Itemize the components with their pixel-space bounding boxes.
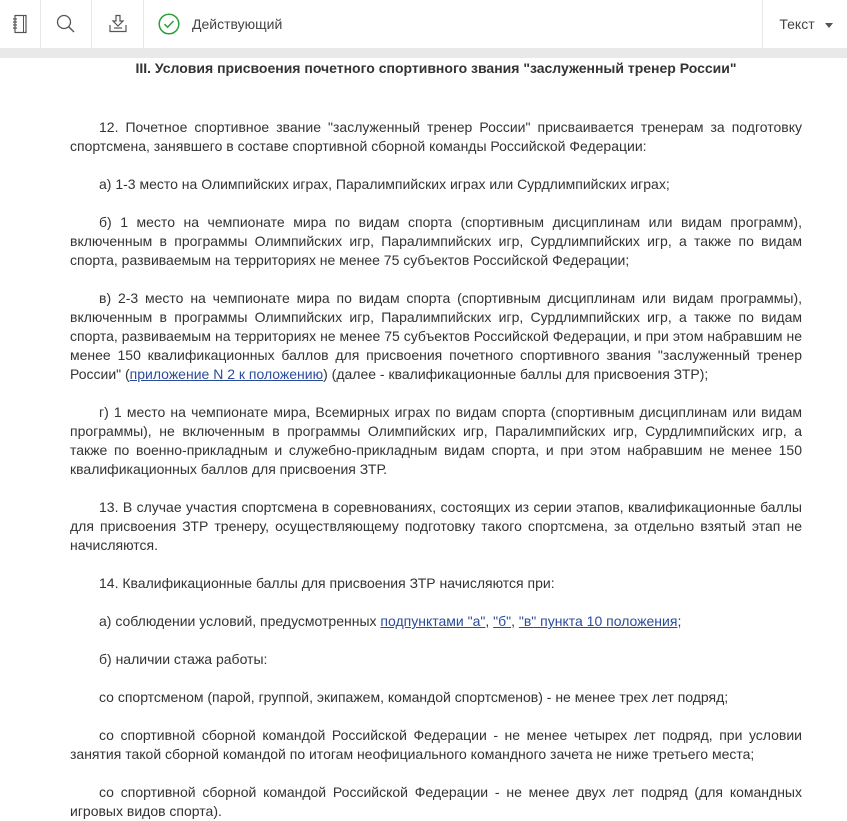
paragraph-14a-text: а) соблюдении условий, предусмотренных [99, 613, 381, 629]
separator: , [485, 613, 494, 629]
check-circle-icon [158, 13, 180, 35]
search-icon [56, 14, 76, 34]
separator: , [511, 613, 519, 629]
status-indicator [144, 0, 294, 48]
status-label: Действующий [192, 16, 283, 32]
subparagraph-b-link[interactable]: "б" [493, 613, 512, 629]
paragraph-12a: а) 1-3 место на Олимпийских играх, Паралимпийских играх или Сурдлимпийских играх; [99, 176, 670, 192]
section-title: III. Условия присвоения почетного спортивного звания "заслуженный тренер России" [135, 60, 737, 76]
toolbar-spacer [294, 0, 763, 48]
search-button[interactable] [41, 0, 92, 48]
paragraph-12g: г) 1 место на чемпионате мира, Всемирных играх по видам спорта (спортивным дисциплинам или видам программы), не включенным в программы Олимпийских игр, Паралимпийских игр, Сурдлимпийских игр, а также по военно-прикладным и служебно-прикладным видам спорта, и при этом набравшим не менее 150 квалификационных баллов для присвоения ЗТР. [70, 404, 802, 477]
appendix-2-link[interactable]: приложение N 2 к положению [129, 366, 324, 382]
paragraph-14b-1: со спортсменом (парой, группой, экипажем, командой спортсменов) - не менее трех лет подряд; [99, 689, 729, 705]
download-icon [108, 14, 128, 34]
view-mode-label: Текст [779, 16, 815, 32]
view-mode-dropdown[interactable] [763, 0, 847, 48]
document-body [70, 58, 802, 821]
notebook-icon [11, 14, 29, 34]
paragraph-14b-3: со спортивной сборной командой Российской Федерации - не менее двух лет подряд (для командных игровых видов спорта). [70, 784, 802, 819]
paragraph-14a [70, 612, 802, 631]
download-button[interactable] [92, 0, 144, 48]
paragraph-14a-end: ; [677, 613, 682, 629]
caret-down-icon [825, 23, 833, 28]
paragraph-12v-text-end: ) (далее - квалификационные баллы для присвоения ЗТР); [323, 366, 709, 382]
toolbar-divider-bar [0, 48, 847, 58]
paragraph-14b-2: со спортивной сборной командой Российской Федерации - не менее четырех лет подряд, при условии занятия такой сборной командой по итогам неофициального командного зачета не ниже третьего места; [70, 727, 802, 762]
paragraph-12v-text: в) 2-3 место на чемпионате мира по видам спорта (спортивным дисциплинам или видам программы), включенным в программы Олимпийских игр, Паралимпийских игр, Сурдлимпийских игр, а также по видам спорта, развиваемым на территориях не менее 75 субъектов Российской Федерации, и при этом набравшим не менее 150 квалификационных баллов для присвоения почетного спортивного звания "заслуженный тренер России" ( [70, 290, 802, 382]
toolbar [0, 0, 847, 48]
paragraph-13: 13. В случае участия спортсмена в соревнованиях, состоящих из серии этапов, квалификационные баллы для присвоения ЗТР тренеру, осуществляющему подготовку такого спортсмена, за отдельно взятый этап не начисляются. [70, 499, 802, 553]
subparagraph-v-link[interactable]: "в" пункта 10 положения [518, 613, 678, 629]
paragraph-12v [70, 289, 802, 384]
paragraph-12b: б) 1 место на чемпионате мира по видам спорта (спортивным дисциплинам или видам программ), включенным в программы Олимпийских игр, Паралимпийских игр, Сурдлимпийских игр, а также по видам спорта, развиваемым на территориях не менее 75 субъектов Российской Федерации; [70, 214, 802, 268]
paragraph-14b: б) наличии стажа работы: [99, 651, 268, 667]
paragraph-12: 12. Почетное спортивное звание "заслуженный тренер России" присваивается тренерам за подготовку спортсмена, занявшего в составе спортивной сборной команды Российской Федерации: [70, 119, 802, 154]
paragraph-14: 14. Квалификационные баллы для присвоения ЗТР начисляются при: [99, 575, 555, 591]
subparagraph-a-link[interactable]: подпунктами "а" [380, 613, 486, 629]
contents-button[interactable] [0, 0, 41, 48]
